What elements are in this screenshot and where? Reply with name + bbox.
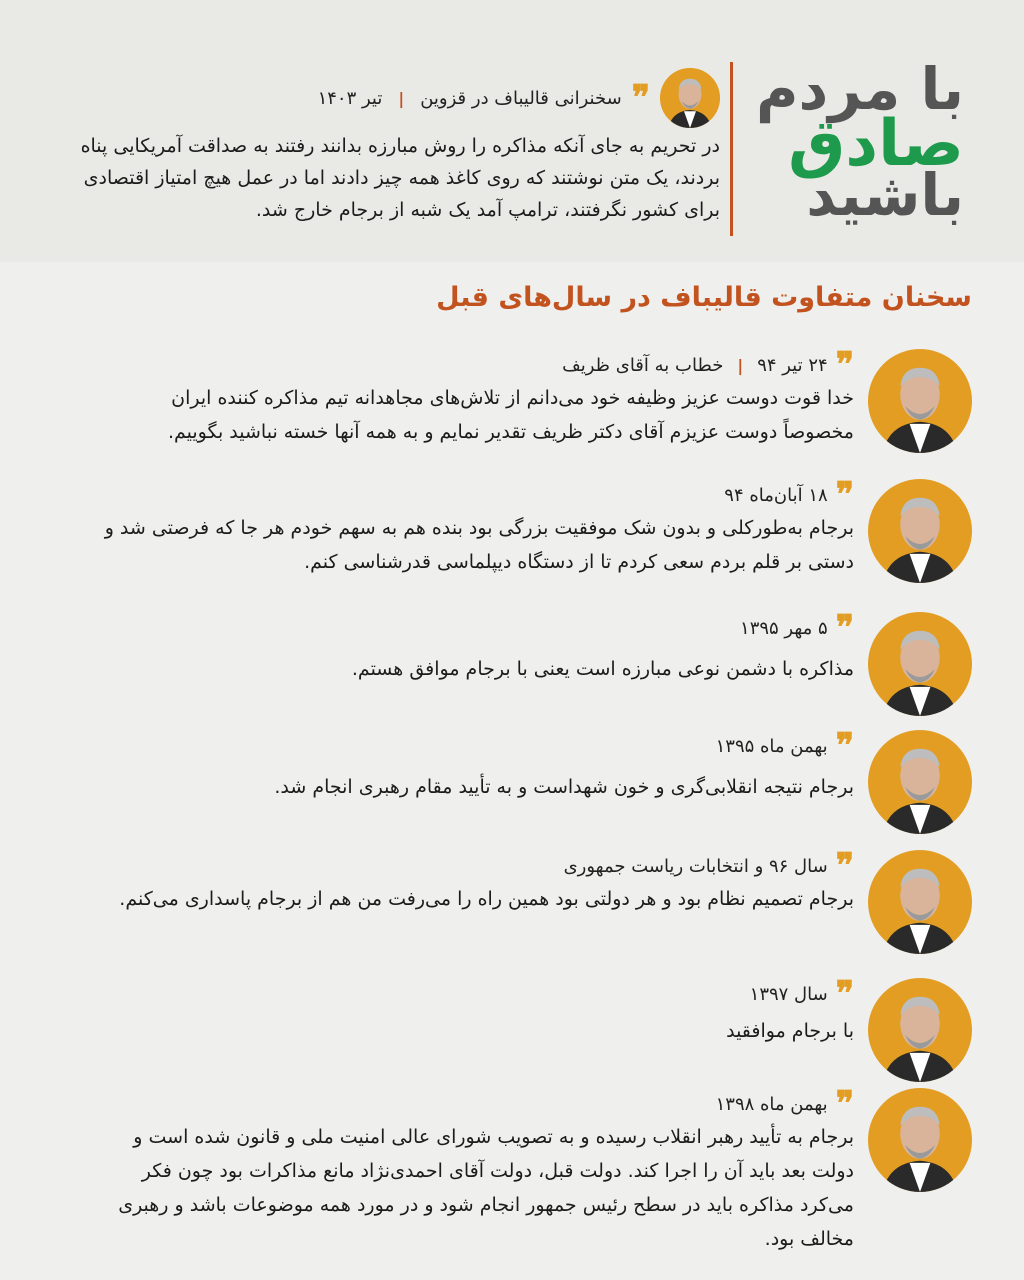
quote-mark-icon: ❞ [835,475,854,515]
quote-date: سال ۱۳۹۷ [749,983,828,1005]
quote-content [100,846,854,916]
quote-content [100,608,854,686]
avatar [868,349,972,453]
portrait-icon [868,978,972,1082]
quote-header [100,846,854,886]
title-line-3: باشید [806,161,964,229]
title-line-1: با مردم [755,55,964,123]
quote-mark-icon: ❞ [835,1084,854,1124]
avatar [868,479,972,583]
separator: | [737,355,744,375]
quote-mark-icon: ❞ [631,78,650,118]
title-line-2: صادق [788,107,964,181]
quote-date: ۱۸ آبان‌ماه ۹۴ [724,484,828,506]
quote-text: برجام به‌طورکلی و بدون شک موفقیت بزرگی بود بنده هم به سهم خودم هر جا که فرصتی شد و دستی بر قلم بردم سعی کردم تا از دستگاه دیپلماسی قدرشناسی کنم. [104,517,854,573]
quote-date: بهمن ماه ۱۳۹۸ [715,1093,828,1115]
quote-text: برجام به تأیید رهبر انقلاب رسیده و به تصویب شورای عالی امنیت ملی و قانون شده است و دولت بعد باید آن را اجرا کند. دولت قبل، دولت آقای احمدی‌نژاد مانع مذاکرات بود چون فکر می‌کرد مذاکره باید در سطح رئیس جمهور انجام شود و در مورد همه موضوعات باشد و رهبری مخالف بود. [118,1126,854,1250]
quote-header [100,345,854,385]
portrait-icon [868,479,972,583]
avatar [868,730,972,834]
top-quote-date: تیر ۱۴۰۳ [317,87,383,109]
section-title: سخنان متفاوت قالیباف در سال‌های قبل [436,282,972,313]
quote-date: ۲۴ تیر ۹۴ [757,354,828,376]
quote-mark-icon: ❞ [835,974,854,1014]
quote-mark-icon: ❞ [835,846,854,886]
avatar [868,612,972,716]
quote-text: مذاکره با دشمن نوعی مبارزه است یعنی با برجام موافق هستم. [351,658,854,680]
quote-header [100,608,854,648]
quote-header [100,974,854,1014]
portrait-icon [868,1088,972,1192]
quote-content [100,726,854,804]
avatar [868,1088,972,1192]
quote-mark-icon: ❞ [835,345,854,385]
quote-mark-icon: ❞ [835,608,854,648]
quote-text: با برجام موافقید [726,1020,854,1042]
quote-header [100,475,854,515]
quote-header [100,1084,854,1124]
quote-context: خطاب به آقای ظریف [562,354,724,376]
portrait-icon [868,349,972,453]
portrait-icon [868,850,972,954]
separator: | [398,88,405,108]
top-quote-source: سخنرانی قالیباف در قزوین [420,87,622,109]
portrait-icon [868,612,972,716]
avatar [868,978,972,1082]
quote-date: سال ۹۶ و انتخابات ریاست جمهوری [563,855,828,877]
quote-content [100,1084,854,1256]
quote-text: خدا قوت دوست عزیز وظیفه خود می‌دانم از تلاش‌های مجاهدانه تیم مذاکره کننده ایران مخصوصاً دوست عزیزم آقای دکتر ظریف تقدیر نمایم و به همه آنها خسته نباشید بگوییم. [167,387,854,443]
quote-date: بهمن ماه ۱۳۹۵ [715,735,828,757]
quote-date: ۵ مهر ۱۳۹۵ [740,617,828,639]
quote-content [100,974,854,1048]
quote-mark-icon: ❞ [835,726,854,766]
quote-text: برجام تصمیم نظام بود و هر دولتی بود همین راه را می‌رفت من هم از برجام پاسداری می‌کنم. [119,888,854,910]
quote-content [100,345,854,449]
avatar [868,850,972,954]
quote-header [100,726,854,766]
top-quote-text: در تحریم به جای آنکه مذاکره را روش مبارزه بدانند رفتند به صداقت آمریکایی پناه بردند، یک متن نوشتند که روی کاغذ همه چیز دادند اما در عمل هیچ امتیاز اقتصادی برای کشور نگرفتند، ترامپ آمد یک شبه از برجام خارج شد. [80,135,720,221]
portrait-icon [868,730,972,834]
quote-text: برجام نتیجه انقلابی‌گری و خون شهداست و به تأیید مقام رهبری انجام شد. [274,776,854,798]
quote-content [100,475,854,579]
